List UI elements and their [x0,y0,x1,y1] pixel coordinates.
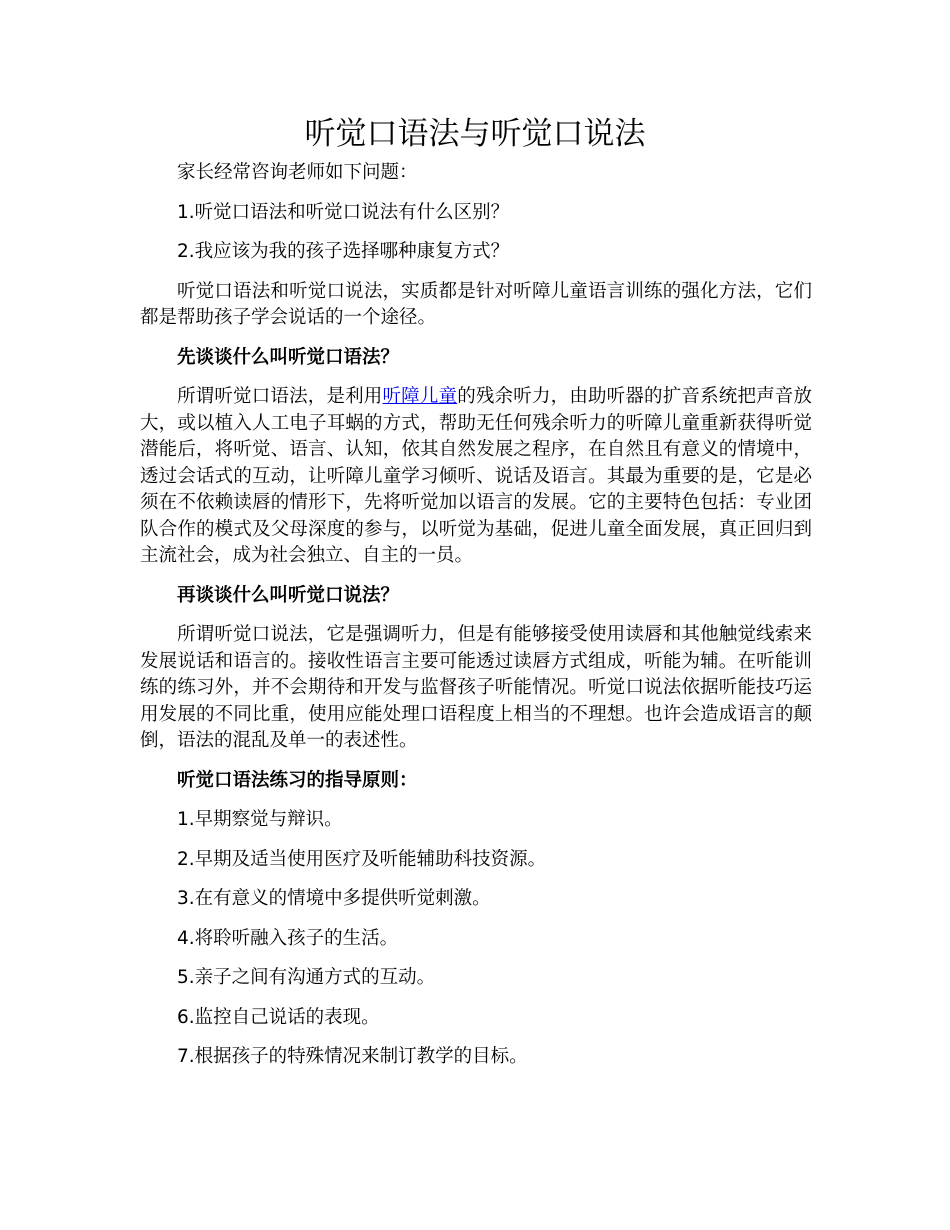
principle-item: 2.早期及适当使用医疗及听能辅助科技资源。 [177,848,547,870]
intro-paragraph: 家长经常咨询老师如下问题： [177,162,418,183]
summary-paragraph: 听觉口语法和听觉口说法，实质都是针对听障儿童语言训练的强化方法，它们都是帮助孩子学会说话的一个途径。 [140,280,812,328]
principle-item: 4.将聆听融入孩子的生活。 [177,927,399,949]
question-item: 1.听觉口语法和听觉口说法有什么区别？ [177,201,510,223]
section-heading-auditory-verbal: 先谈谈什么叫听觉口语法？ [177,346,400,368]
auditory-verbal-paragraph [140,384,812,570]
principle-item: 7.根据孩子的特殊情况来制订教学的目标。 [177,1046,528,1067]
principle-item: 3.在有意义的情境中多提供听觉刺激。 [177,888,491,909]
principle-item: 6.监控自己说话的表现。 [177,1006,380,1028]
section-heading-principles: 听觉口语法练习的指导原则： [177,769,418,791]
section-heading-auditory-oral: 再谈谈什么叫听觉口说法？ [177,584,400,606]
principle-item: 1.早期察觉与辩识。 [177,809,343,830]
paragraph-text: 的残余听力，由助听器的扩音系统把声音放大，或以植入人工电子耳蜗的方式，帮助无任何残余听力的听障儿童重新获得听觉潜能后，将听觉、语言、认知，依其自然发展之程序，在自然且有意义的情境中，透过会话式的互动，让听障儿童学习倾听、说话及语言。其最为重要的是，它是必须在不依赖读唇的情形下，先将听觉加以语言的发展。它的主要特色包括：专业团队合作的模式及父母深度的参与，以听觉为基础，促进儿童全面发展，真正回归到主流社会，成为社会独立、自主的一员。 [140,386,812,566]
hearing-impaired-children-link[interactable]: 听障儿童 [382,386,458,407]
page-title: 听觉口语法与听觉口说法 [304,116,646,152]
document-body [140,160,812,1084]
paragraph-text: 所谓听觉口语法，是利用 [177,386,383,407]
principle-item: 5.亲子之间有沟通方式的互动。 [177,967,436,988]
auditory-oral-paragraph: 所谓听觉口说法，它是强调听力，但是有能够接受使用读唇和其他触觉线索来发展说话和语言的。接收性语言主要可能透过读唇方式组成，听能为辅。在听能训练的练习外，并不会期待和开发与监督孩子听能情况。听觉口说法依据听能技巧运用发展的不同比重，使用应能处理口语程度上相当的不理想。也许会造成语言的颠倒，语法的混乱及单一的表述性。 [140,624,812,751]
question-item: 2.我应该为我的孩子选择哪种康复方式？ [177,241,510,262]
